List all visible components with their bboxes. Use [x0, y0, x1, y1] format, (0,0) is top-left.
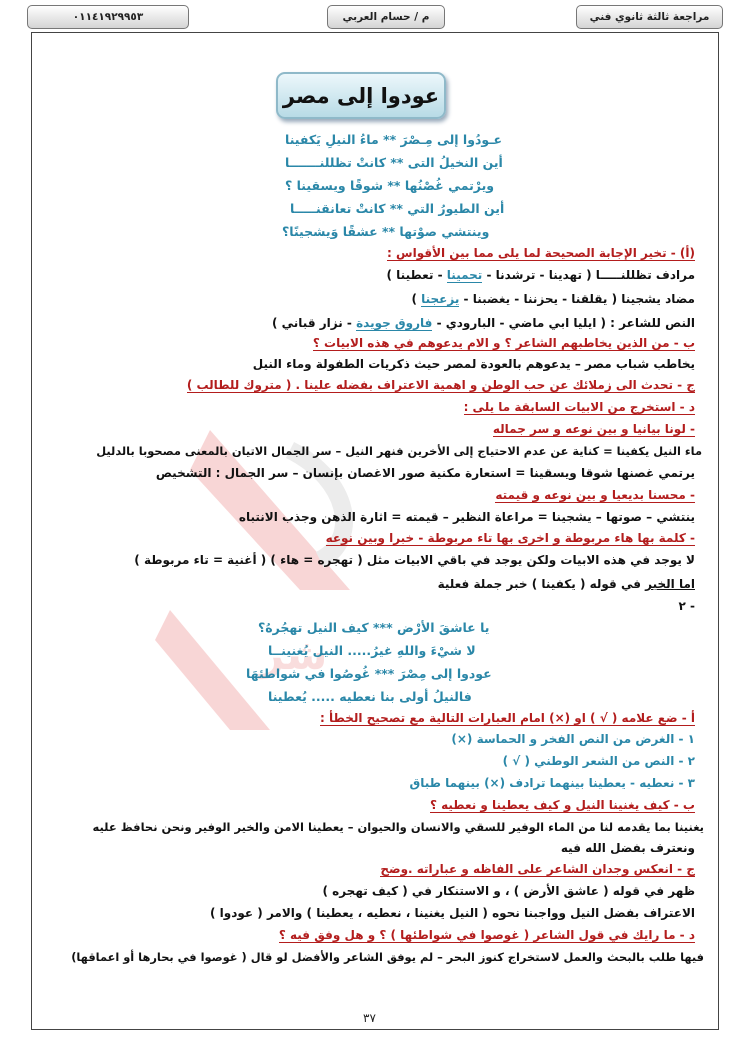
answer-2c-line2: الاعتراف بفضل النيل وواجبنا نحوه ( النيل يغنينا ، نعطيه ، يعطينا ) والامر ( عودوا ) [210, 906, 695, 920]
question-b: ب - من الذين يخاطبهم الشاعر ؟ و الام يدعوهم في هذه الابيات ؟ [312, 336, 695, 350]
phone-number: ٠١١٤١٩٢٩٩٥٣ [72, 11, 144, 23]
question-2a: أ - ضع علامه ( √ ) او (×) امام العبارات التالية مع تصحيح الخطأ : [320, 711, 695, 725]
subquestion-1: - لونا بيانيا و بين نوعه و سر جماله [492, 422, 695, 436]
page-number: ٣٧ [363, 1011, 376, 1025]
poet-item: النص للشاعر : ( ايليا ابي ماضي - البارودي - فاروق جويدة - نزار قباني ) [271, 316, 695, 330]
subject-box [576, 5, 723, 29]
poem-line: عـودُوا إلى مِـصْرَ ** ماءُ النيلِ يَكفينا [285, 132, 503, 147]
statement-3: ٣ - نعطيه - يعطينا بينهما ترادف (×) بينهما طباق [409, 776, 695, 790]
answer-2c-line1: ظهر في قوله ( عاشق الأرض ) ، و الاستنكار في ( كيف تهجره ) [322, 884, 695, 898]
poem-line: فالنيلُ أولى بنا نعطيه ..... يُعطينا [268, 689, 472, 704]
poem-line: أين الطيورُ التي ** كانتْ تعانقنـــــا [290, 201, 505, 216]
question-2d: د - ما رايك في قول الشاعر ( غوصوا في شواطئها ) ؟ و هل وفق فيه ؟ [278, 928, 695, 942]
answer-2d: فيها طلب بالبحث والعمل لاستخراج كنوز البحر – لم يوفق الشاعر والأفضل لو قال ( غوصوا في بحارها أو اعماقها) [71, 950, 704, 964]
teacher-name: م / حسام العربي [342, 11, 430, 23]
answer-d1-line1: ماء النيل يكفينا = كناية عن عدم الاحتياج إلى الأخرين فنهر النيل – سر الجمال الاتيان بالمعنى مصحوبا بالدليل [96, 444, 702, 458]
question-c: ج - تحدث الى زملائك عن حب الوطن و اهمية الاعتراف بفضله علينا . ( متروك للطالب ) [186, 378, 695, 392]
poem-line: أين النخيلُ التى ** كانتْ تظللنـــــــا [285, 155, 503, 170]
poem-line: وينتشي صوْتها ** عشقًا وَيشجينًا؟ [282, 224, 490, 239]
subquestion-2: - محسنا بديعيا و بين نوعه و قيمته [495, 488, 695, 502]
answer-2b-line2: ونعترف بفضل الله فيه [560, 841, 695, 855]
watermark-text: شر [260, 630, 328, 679]
synonym-item: مرادف تظللنـــــا ( تهدينا - ترشدنا - تحمينا - تعطينا ) [386, 268, 695, 282]
lesson-title: عودوا إلى مصر [276, 72, 446, 119]
statement-2: ٢ - النص من الشعر الوطني ( √ ) [502, 754, 695, 768]
antonym-answer: يزعجنا [421, 292, 460, 306]
question-2c: ج - انعكس وجدان الشاعر على الفاظه و عباراته .وضح [380, 862, 695, 876]
answer-d2: ينتشي – صوتها – يشجينا = مراعاة النظير – قيمته = اثارة الذهن وجذب الانتباه [238, 510, 695, 524]
question-2b: ب - كيف يغنينا النيل و كيف يعطينا و نعطيه ؟ [429, 798, 695, 812]
answer-d3: لا يوجد في هذه الابيات ولكن يوجد في باقي الابيات مثل ( تهجره = هاء ) ( أغنية = تاء مربوطة ) [134, 553, 695, 567]
phone-number-box [27, 5, 189, 29]
synonym-answer: تحمينا [446, 268, 483, 282]
subquestion-3: - كلمة بها هاء مربوطة و اخرى بها تاء مربوطة - خبرا وبين نوعه [325, 531, 695, 545]
poet-answer: فاروق جويدة [356, 316, 433, 330]
question-a: (أ) - تخير الإجابة الصحيحة لما يلى مما بين الأقواس : [387, 246, 695, 260]
teacher-name-box [327, 5, 445, 29]
subject-label: مراجعة ثالثة ثانوي فني [589, 11, 710, 23]
poem-line: ويرْتمي غُصْنُها ** شوقًا ويسقينا ؟ [285, 178, 495, 193]
antonym-item: مضاد يشجينا ( يقلقنا - يحزننا - يغضبنا - يزعجنا ) [411, 292, 695, 306]
question-2-number: - ٢ [678, 599, 695, 613]
answer-2b-line1: يغنينا بما يقدمه لنا من الماء الوفير للسقي والانسان والحيوان – يعطينا الامن والخير الوفير ونحن نحافظ عليه [92, 820, 704, 834]
answer-d4: اما الخبر في قوله ( يكفينا ) خبر جملة فعلية [437, 577, 695, 591]
statement-1: ١ - الغرض من النص الفخر و الحماسة (×) [451, 732, 695, 746]
answer-b: يخاطب شباب مصر – يدعوهم بالعودة لمصر حيث ذكريات الطفولة وماء النيل [252, 357, 695, 371]
poem-line: عودوا إلى مِصْرَ *** غُوصُوا في شواطئهَا [246, 666, 492, 681]
answer-d1-line2: يرتمي غصنها شوقا ويسقينا = استعارة مكنية صور الاغصان بإنسان – سر الجمال : التشخيص [155, 466, 695, 480]
poem-line: يا عاشقَ الأرْض *** كيف النيل تهجُرهُ؟ [258, 620, 490, 635]
poem-line: لا شيْءَ واللهِ غيرُ..... النيل يُغنينــا [268, 643, 476, 658]
question-d: د - استخرج من الابيات السابقة ما يلى : [463, 400, 695, 414]
